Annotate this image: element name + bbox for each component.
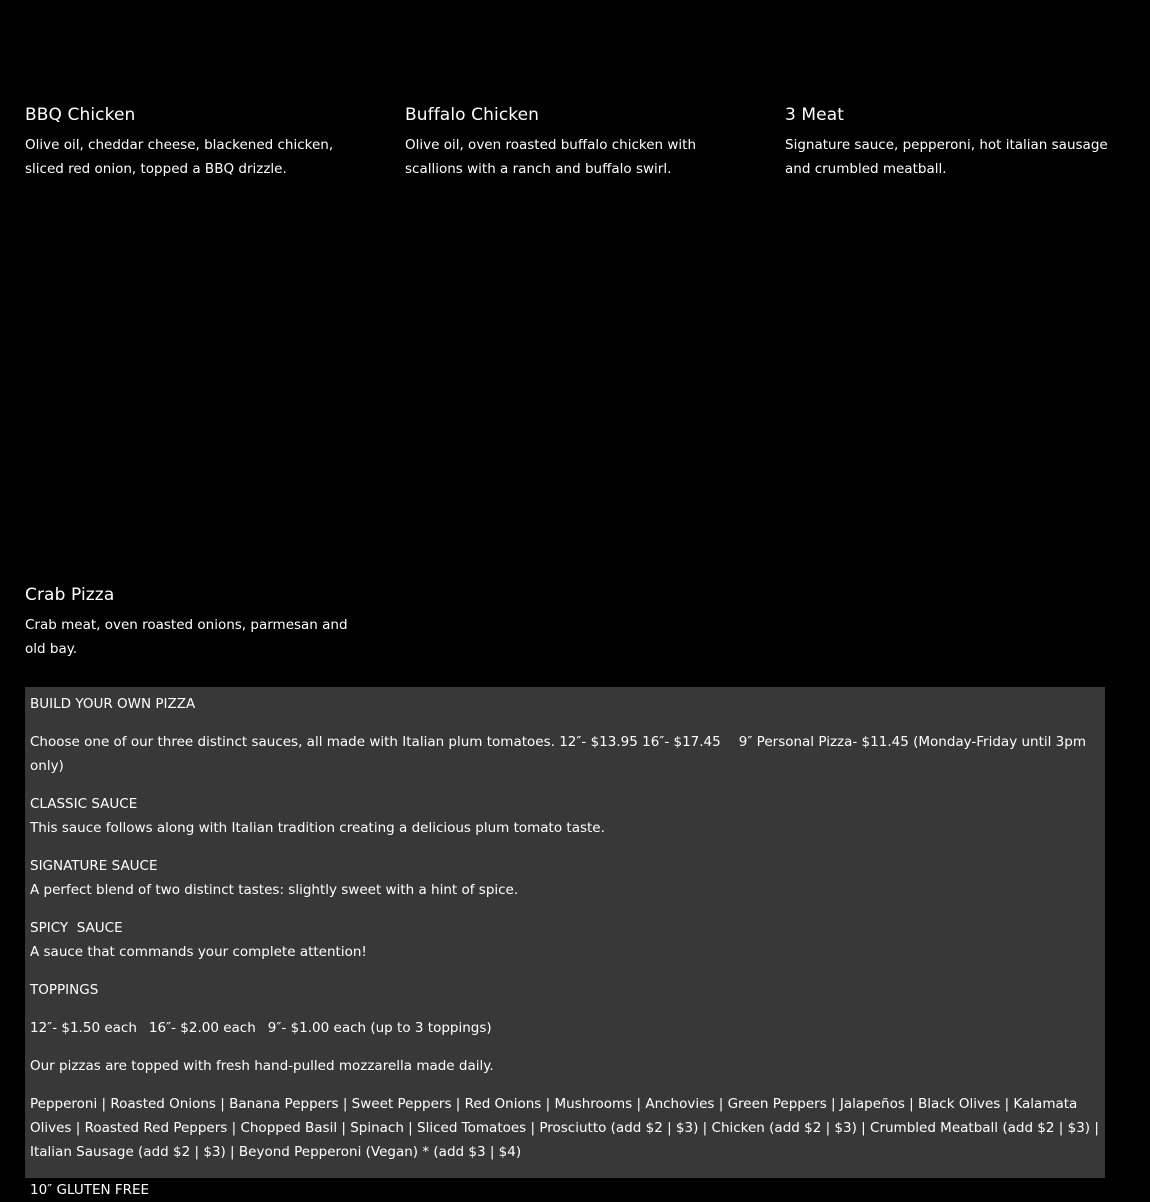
menu-item-bbq-chicken xyxy=(25,104,355,181)
menu-item-3-meat xyxy=(785,104,1115,181)
topping-price-16: 16″- $2.00 each xyxy=(148,1020,256,1036)
item-description: Olive oil, oven roasted buffalo chicken with scallions with a ranch and buffalo swirl. xyxy=(405,137,697,177)
sauce-name-classic: CLASSIC SAUCE xyxy=(30,796,138,812)
byo-intro xyxy=(30,730,1100,778)
toppings-heading: TOPPINGS xyxy=(30,982,99,998)
topping-price-9: 9″- $1.00 each (up to 3 toppings) xyxy=(267,1020,492,1036)
byo-intro-text: Choose one of our three distinct sauces, all made with Italian plum tomatoes. 12″- $13.95 16″- $17.45 xyxy=(30,734,721,750)
byo-personal-pizza: 9″ Personal Pizza- $11.45 (Monday-Friday until 3pm only) xyxy=(30,734,1086,774)
build-your-own-panel xyxy=(25,687,1105,1198)
byo-heading: BUILD YOUR OWN PIZZA xyxy=(30,696,196,712)
menu-item-buffalo-chicken xyxy=(405,104,735,181)
mozzarella-note: Our pizzas are topped with fresh hand-pulled mozzarella made daily. xyxy=(30,1058,494,1074)
sauce-desc-classic: This sauce follows along with Italian tradition creating a delicious plum tomato taste. xyxy=(30,820,605,836)
item-title: Crab Pizza xyxy=(25,585,115,605)
sauce-name-spicy: SPICY SAUCE xyxy=(30,920,123,936)
item-title: BBQ Chicken xyxy=(25,105,136,125)
item-title: Buffalo Chicken xyxy=(405,105,540,125)
sauce-desc-spicy: A sauce that commands your complete attention! xyxy=(30,944,367,960)
toppings-list: Pepperoni | Roasted Onions | Banana Peppers | Sweet Peppers | Red Onions | Mushrooms | Anchovies | Green Peppers | Jalapeños | Black Olives | Kalamata Olives | Roasted Red Peppers | Chopped Basil | Spinach | Sliced Tomatoes | Prosciutto (add $2 | $3) | Chicken (add $2 | $3) | Crumbled Meatball (add $2 | $3) | Italian Sausage (add $2 | $3) | Beyond Pepperoni (Vegan) * (add $3 | $4) xyxy=(30,1096,1099,1160)
topping-price-12: 12″- $1.50 each xyxy=(30,1020,137,1036)
item-description: Olive oil, cheddar cheese, blackened chicken, sliced red onion, topped a BBQ drizzle. xyxy=(25,137,334,177)
item-description: Crab meat, oven roasted onions, parmesan and old bay. xyxy=(25,617,348,657)
sauce-desc-signature: A perfect blend of two distinct tastes: slightly sweet with a hint of spice. xyxy=(30,882,519,898)
item-title: 3 Meat xyxy=(785,105,845,125)
gluten-free-heading: 10″ GLUTEN FREE xyxy=(30,1182,150,1198)
item-description: Signature sauce, pepperoni, hot italian sausage and crumbled meatball. xyxy=(785,137,1108,177)
topping-prices xyxy=(30,1016,1100,1040)
sauce-name-signature: SIGNATURE SAUCE xyxy=(30,858,158,874)
menu-item-crab-pizza xyxy=(25,584,355,661)
